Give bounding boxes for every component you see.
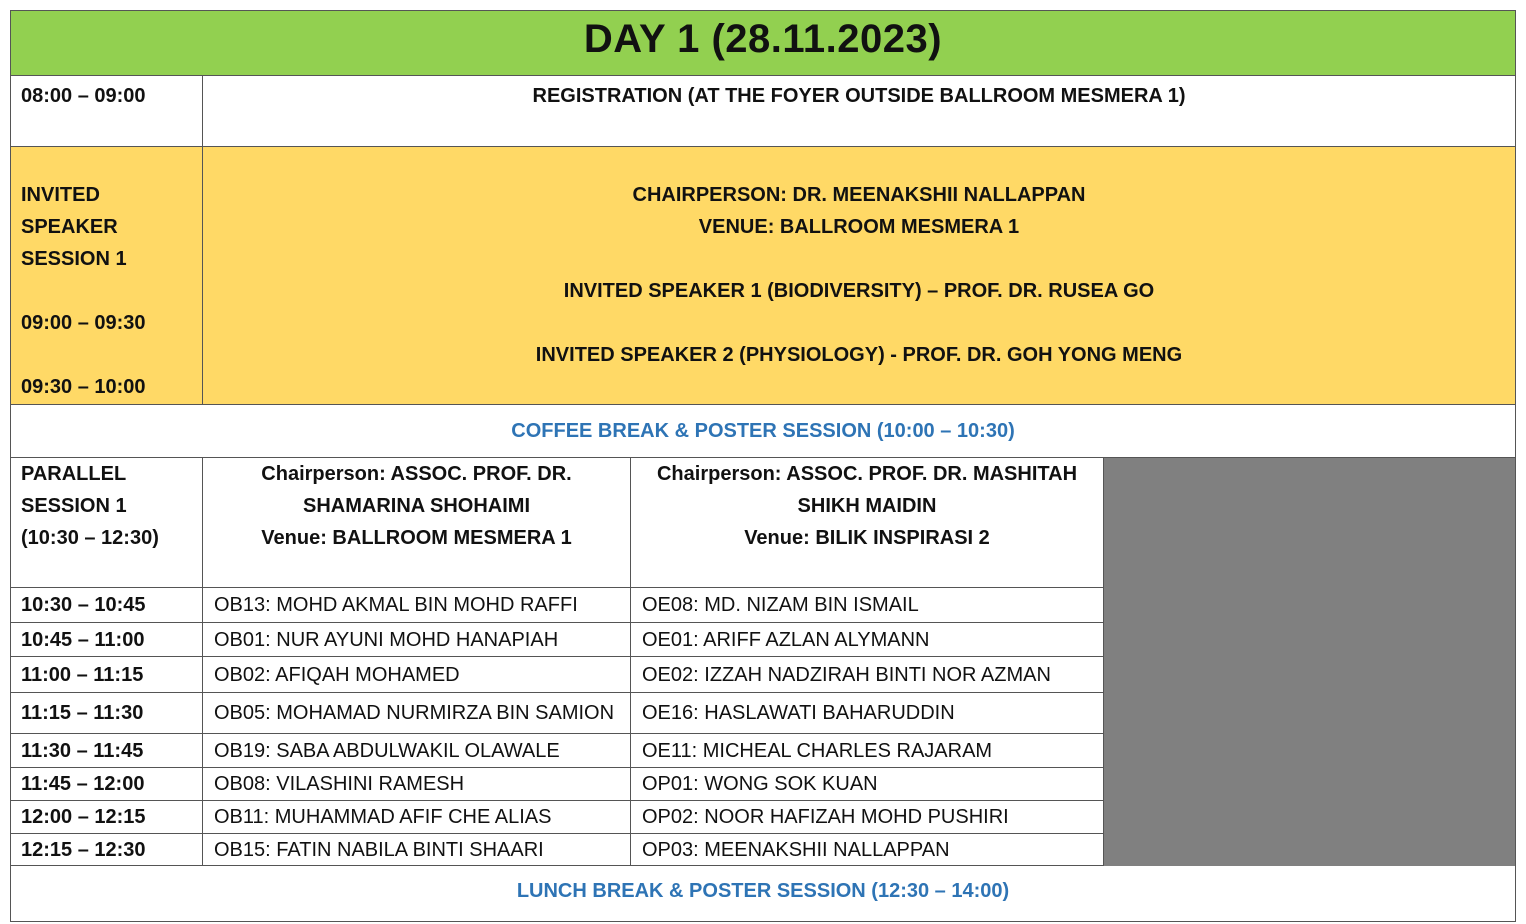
slot-room-b: OE16: HASLAWATI BAHARUDDIN: [630, 693, 1103, 733]
coffee-break-row: [11, 405, 1515, 458]
slot-time: 11:15 – 11:30: [21, 702, 144, 724]
slot-room-a: OB05: MOHAMAD NURMIRZA BIN SAMION: [202, 693, 630, 733]
talk-1-time: 09:00 – 09:30: [21, 312, 146, 334]
talk-2-time: 09:30 – 10:00: [21, 376, 146, 398]
invited-session-label: [11, 147, 202, 404]
slot-time: 10:30 – 10:45: [21, 594, 146, 616]
unused-room-cell: [1103, 458, 1515, 866]
day-title-row: [11, 11, 1515, 76]
room-a-header: [202, 458, 630, 587]
registration-row: [11, 76, 1515, 147]
slot-room-a: OB01: NUR AYUNI MOHD HANAPIAH: [202, 623, 630, 656]
invited-venue: VENUE: BALLROOM MESMERA 1: [698, 216, 1020, 238]
talk-1-title: INVITED SPEAKER 1 (BIODIVERSITY) – PROF. DR. RUSEA GO: [563, 280, 1155, 302]
parallel-label-line1: PARALLEL: [21, 463, 127, 485]
slot-room-b: OE11: MICHEAL CHARLES RAJARAM: [630, 734, 1103, 767]
room-b-chair-line1: Chairperson: ASSOC. PROF. DR. MASHITAH: [656, 463, 1078, 485]
slot-time: 11:45 – 12:00: [21, 773, 145, 795]
slot-room-b: OP01: WONG SOK KUAN: [630, 768, 1103, 800]
lunch-break-row: [11, 866, 1515, 921]
slot-time: 12:15 – 12:30: [21, 838, 146, 861]
room-b-venue: Venue: BILIK INSPIRASI 2: [744, 527, 990, 549]
schedule-table: [10, 10, 1516, 922]
invited-label-line2: SESSION 1: [21, 248, 127, 270]
page-title: DAY 1 (28.11.2023): [583, 17, 943, 61]
room-a-chair-line1: Chairperson: ASSOC. PROF. DR.: [261, 463, 572, 485]
parallel-label-line3: (10:30 – 12:30): [21, 527, 159, 549]
slot-room-b: OP02: NOOR HAFIZAH MOHD PUSHIRI: [630, 801, 1103, 833]
room-a-chair-line2: SHAMARINA SHOHAIMI: [302, 495, 531, 517]
slot-room-a: OB11: MUHAMMAD AFIF CHE ALIAS: [202, 801, 630, 833]
slot-time: 11:00 – 11:15: [21, 663, 144, 686]
parallel-label-line2: SESSION 1: [21, 495, 127, 517]
slot-room-b: OE02: IZZAH NADZIRAH BINTI NOR AZMAN: [630, 657, 1103, 692]
slot-time: 12:00 – 12:15: [21, 806, 146, 828]
registration-text: REGISTRATION (AT THE FOYER OUTSIDE BALLROOM MESMERA 1): [202, 76, 1515, 146]
lunch-break-text: LUNCH BREAK & POSTER SESSION (12:30 – 14:00): [516, 880, 1010, 902]
slot-room-a: OB13: MOHD AKMAL BIN MOHD RAFFI: [202, 588, 630, 622]
coffee-break-text: COFFEE BREAK & POSTER SESSION (10:00 – 10:30): [511, 420, 1015, 442]
room-a-venue: Venue: BALLROOM MESMERA 1: [261, 527, 572, 549]
talk-2-title: INVITED SPEAKER 2 (PHYSIOLOGY) - PROF. DR. GOH YONG MENG: [535, 344, 1183, 366]
registration-time: 08:00 – 09:00: [21, 85, 146, 107]
slot-time: 10:45 – 11:00: [21, 628, 145, 651]
invited-label-line1: INVITED SPEAKER: [21, 184, 118, 238]
slot-time: 11:30 – 11:45: [21, 739, 144, 762]
slot-room-a: OB15: FATIN NABILA BINTI SHAARI: [202, 834, 630, 865]
invited-chairperson: CHAIRPERSON: DR. MEENAKSHII NALLAPPAN: [632, 184, 1086, 206]
slot-room-a: OB19: SABA ABDULWAKIL OLAWALE: [202, 734, 630, 767]
slot-room-b: OE01: ARIFF AZLAN ALYMANN: [630, 623, 1103, 656]
slot-room-b: OP03: MEENAKSHII NALLAPPAN: [630, 834, 1103, 865]
room-b-chair-line2: SHIKH MAIDIN: [797, 495, 937, 517]
parallel-session-label: [11, 458, 202, 587]
invited-session-details: [202, 147, 1515, 404]
slot-room-a: OB08: VILASHINI RAMESH: [202, 768, 630, 800]
slot-room-b: OE08: MD. NIZAM BIN ISMAIL: [630, 588, 1103, 622]
invited-session-row: [11, 147, 1515, 405]
room-b-header: [630, 458, 1103, 587]
slot-room-a: OB02: AFIQAH MOHAMED: [202, 657, 630, 692]
